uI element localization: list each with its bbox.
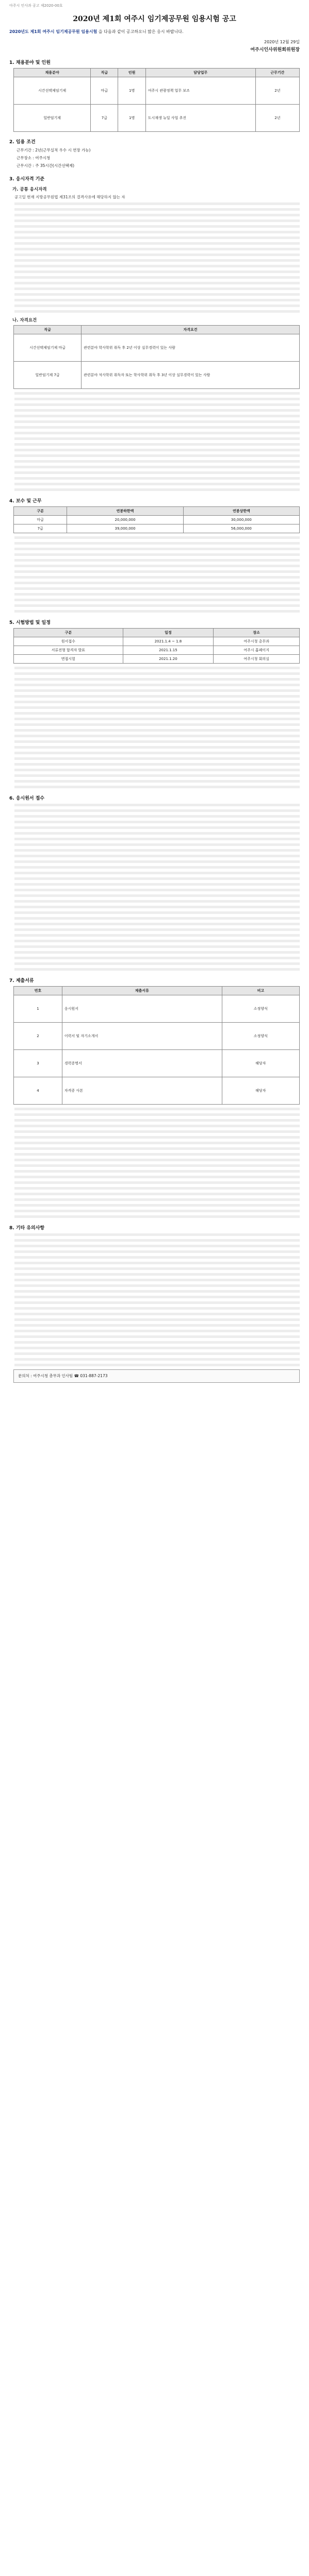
documents-table [13,986,300,1105]
text-block [14,1108,300,1218]
section-pay: 4. 보수 및 근무 [9,499,42,504]
text-block [14,392,300,491]
table-row [14,1050,300,1077]
qualification-requirement-heading: 나. 자격요건 [12,318,37,324]
contact-box [13,1369,300,1383]
table-cell: 일반임기제 7급 [14,362,82,389]
condition-item: 근무기간 : 2년(근무실적 우수 시 연장 가능) [17,148,91,153]
table-cell: 2년 [255,77,299,105]
table-row [14,334,300,362]
schedule-table-wrap [13,628,300,664]
table-cell: 39,000,000 [67,524,183,533]
text-block [14,804,300,971]
section-schedule: 5. 시험방법 및 일정 [9,620,51,626]
recruitment-table [13,68,300,132]
th-no: 번호 [14,987,62,995]
th-min: 연봉하한액 [67,507,183,516]
table-cell: 소정양식 [222,995,299,1023]
qualification-common-heading: 가. 공통 응시자격 [12,187,47,193]
text-block [14,536,300,613]
th-field: 채용분야 [14,69,91,77]
table-cell: 마급 [14,516,67,524]
table-cell: 해당자 [222,1050,299,1077]
table-cell: 여주시 홈페이지 [214,646,300,655]
table-cell: 서류전형 합격자 발표 [14,646,123,655]
condition-item: 근무시간 : 주 35시간(시간선택제) [17,163,75,168]
table-row [14,1023,300,1050]
table-row [14,105,300,132]
table-cell: 30,000,000 [183,516,299,524]
table-cell: 1명 [118,105,145,132]
document-number: 아주시 인사과 공고 제2020-00호 [9,4,63,8]
th-doc: 제출서류 [62,987,222,995]
table-cell: 시간선택제임기제 마급 [14,334,82,362]
table-row [14,516,300,524]
text-block [14,667,300,788]
th-remark: 비고 [222,987,299,995]
th-grade: 직급 [14,326,82,334]
issuing-organization: 여주시인사위원회위원장 [250,47,300,53]
table-cell: 여주시청 총무과 [214,637,300,646]
text-block [14,1233,300,1366]
table-cell: 마급 [91,77,118,105]
table-cell: 여주시 관광정책 업무 보조 [145,77,255,105]
schedule-table [13,628,300,664]
table-cell: 원서접수 [14,637,123,646]
table-cell: 7급 [14,524,67,533]
table-cell: 2 [14,1023,62,1050]
section-recruitment: 1. 채용분야 및 인원 [9,60,51,66]
intro-label: 2020년도 제1회 여주시 임기제공무원 임용시험 [9,29,97,34]
th-stage: 구분 [14,629,123,637]
th-max: 연봉상한액 [183,507,299,516]
table-cell: 2021.1.15 [123,646,214,655]
table-cell: 일반임기제 [14,105,91,132]
recruitment-table-wrap [13,68,300,132]
section-qualification: 3. 응시자격 기준 [9,177,45,182]
table-row [14,995,300,1023]
documents-table-wrap [13,986,300,1105]
table-cell: 1명 [118,77,145,105]
section-documents: 7. 제출서류 [9,978,34,984]
table-cell: 20,000,000 [67,516,183,524]
requirement-table [13,325,300,389]
table-cell: 응시원서 [62,995,222,1023]
table-cell: 4 [14,1077,62,1105]
th-duty: 담당업무 [145,69,255,77]
pay-table [13,506,300,533]
table-cell: 3 [14,1050,62,1077]
text-block [14,202,300,313]
table-cell: 자격증 사본 [62,1077,222,1105]
table-cell: 2년 [255,105,299,132]
section-conditions: 2. 임용 조건 [9,140,36,145]
table-cell: 56,000,000 [183,524,299,533]
announcement-date: 2020년 12월 29일 [264,40,300,45]
table-row [14,655,300,664]
intro-paragraph [9,29,300,35]
table-row [14,646,300,655]
table-cell: 2021.1.20 [123,655,214,664]
table-row [14,1077,300,1105]
table-cell: 2021.1.4 ~ 1.8 [123,637,214,646]
th-grade: 직급 [91,69,118,77]
table-cell: 도시재생 뉴딜 사업 추진 [145,105,255,132]
contact-text: 문의처 : 여주시청 총무과 인사팀 ☎ 031-887-2173 [18,1374,108,1379]
table-cell: 소정양식 [222,1023,299,1050]
table-cell: 이력서 및 자기소개서 [62,1023,222,1050]
table-cell: 관련분야 학사학위 취득 후 2년 이상 실무경력이 있는 사람 [82,334,300,362]
condition-item: 근무장소 : 여주시청 [17,156,51,161]
th-type: 구분 [14,507,67,516]
pay-table-wrap [13,506,300,533]
th-period: 근무기간 [255,69,299,77]
intro-text: 을 다음과 같이 공고하오니 많은 응시 바랍니다. [98,29,184,34]
table-row [14,77,300,105]
section-notes: 8. 기타 유의사항 [9,1226,45,1231]
table-cell: 여주시청 회의실 [214,655,300,664]
table-cell: 관련분야 석사학위 취득자 또는 학사학위 취득 후 3년 이상 실무경력이 있는 사람 [82,362,300,389]
table-cell: 해당자 [222,1077,299,1105]
qualification-common-text: 공고일 현재 지방공무원법 제31조의 결격사유에 해당하지 않는 자 [14,195,125,200]
table-cell: 경력증명서 [62,1050,222,1077]
th-date: 일정 [123,629,214,637]
th-place: 장소 [214,629,300,637]
section-application: 6. 응시원서 접수 [9,796,45,802]
table-cell: 시간선택제임기제 [14,77,91,105]
th-requirement: 자격요건 [82,326,300,334]
page-title: 2020년 제1회 여주시 임기제공무원 임용시험 공고 [73,15,236,23]
table-row [14,524,300,533]
requirement-table-wrap [13,325,300,389]
table-row [14,637,300,646]
th-count: 인원 [118,69,145,77]
table-cell: 7급 [91,105,118,132]
table-row [14,362,300,389]
table-cell: 1 [14,995,62,1023]
table-cell: 면접시험 [14,655,123,664]
